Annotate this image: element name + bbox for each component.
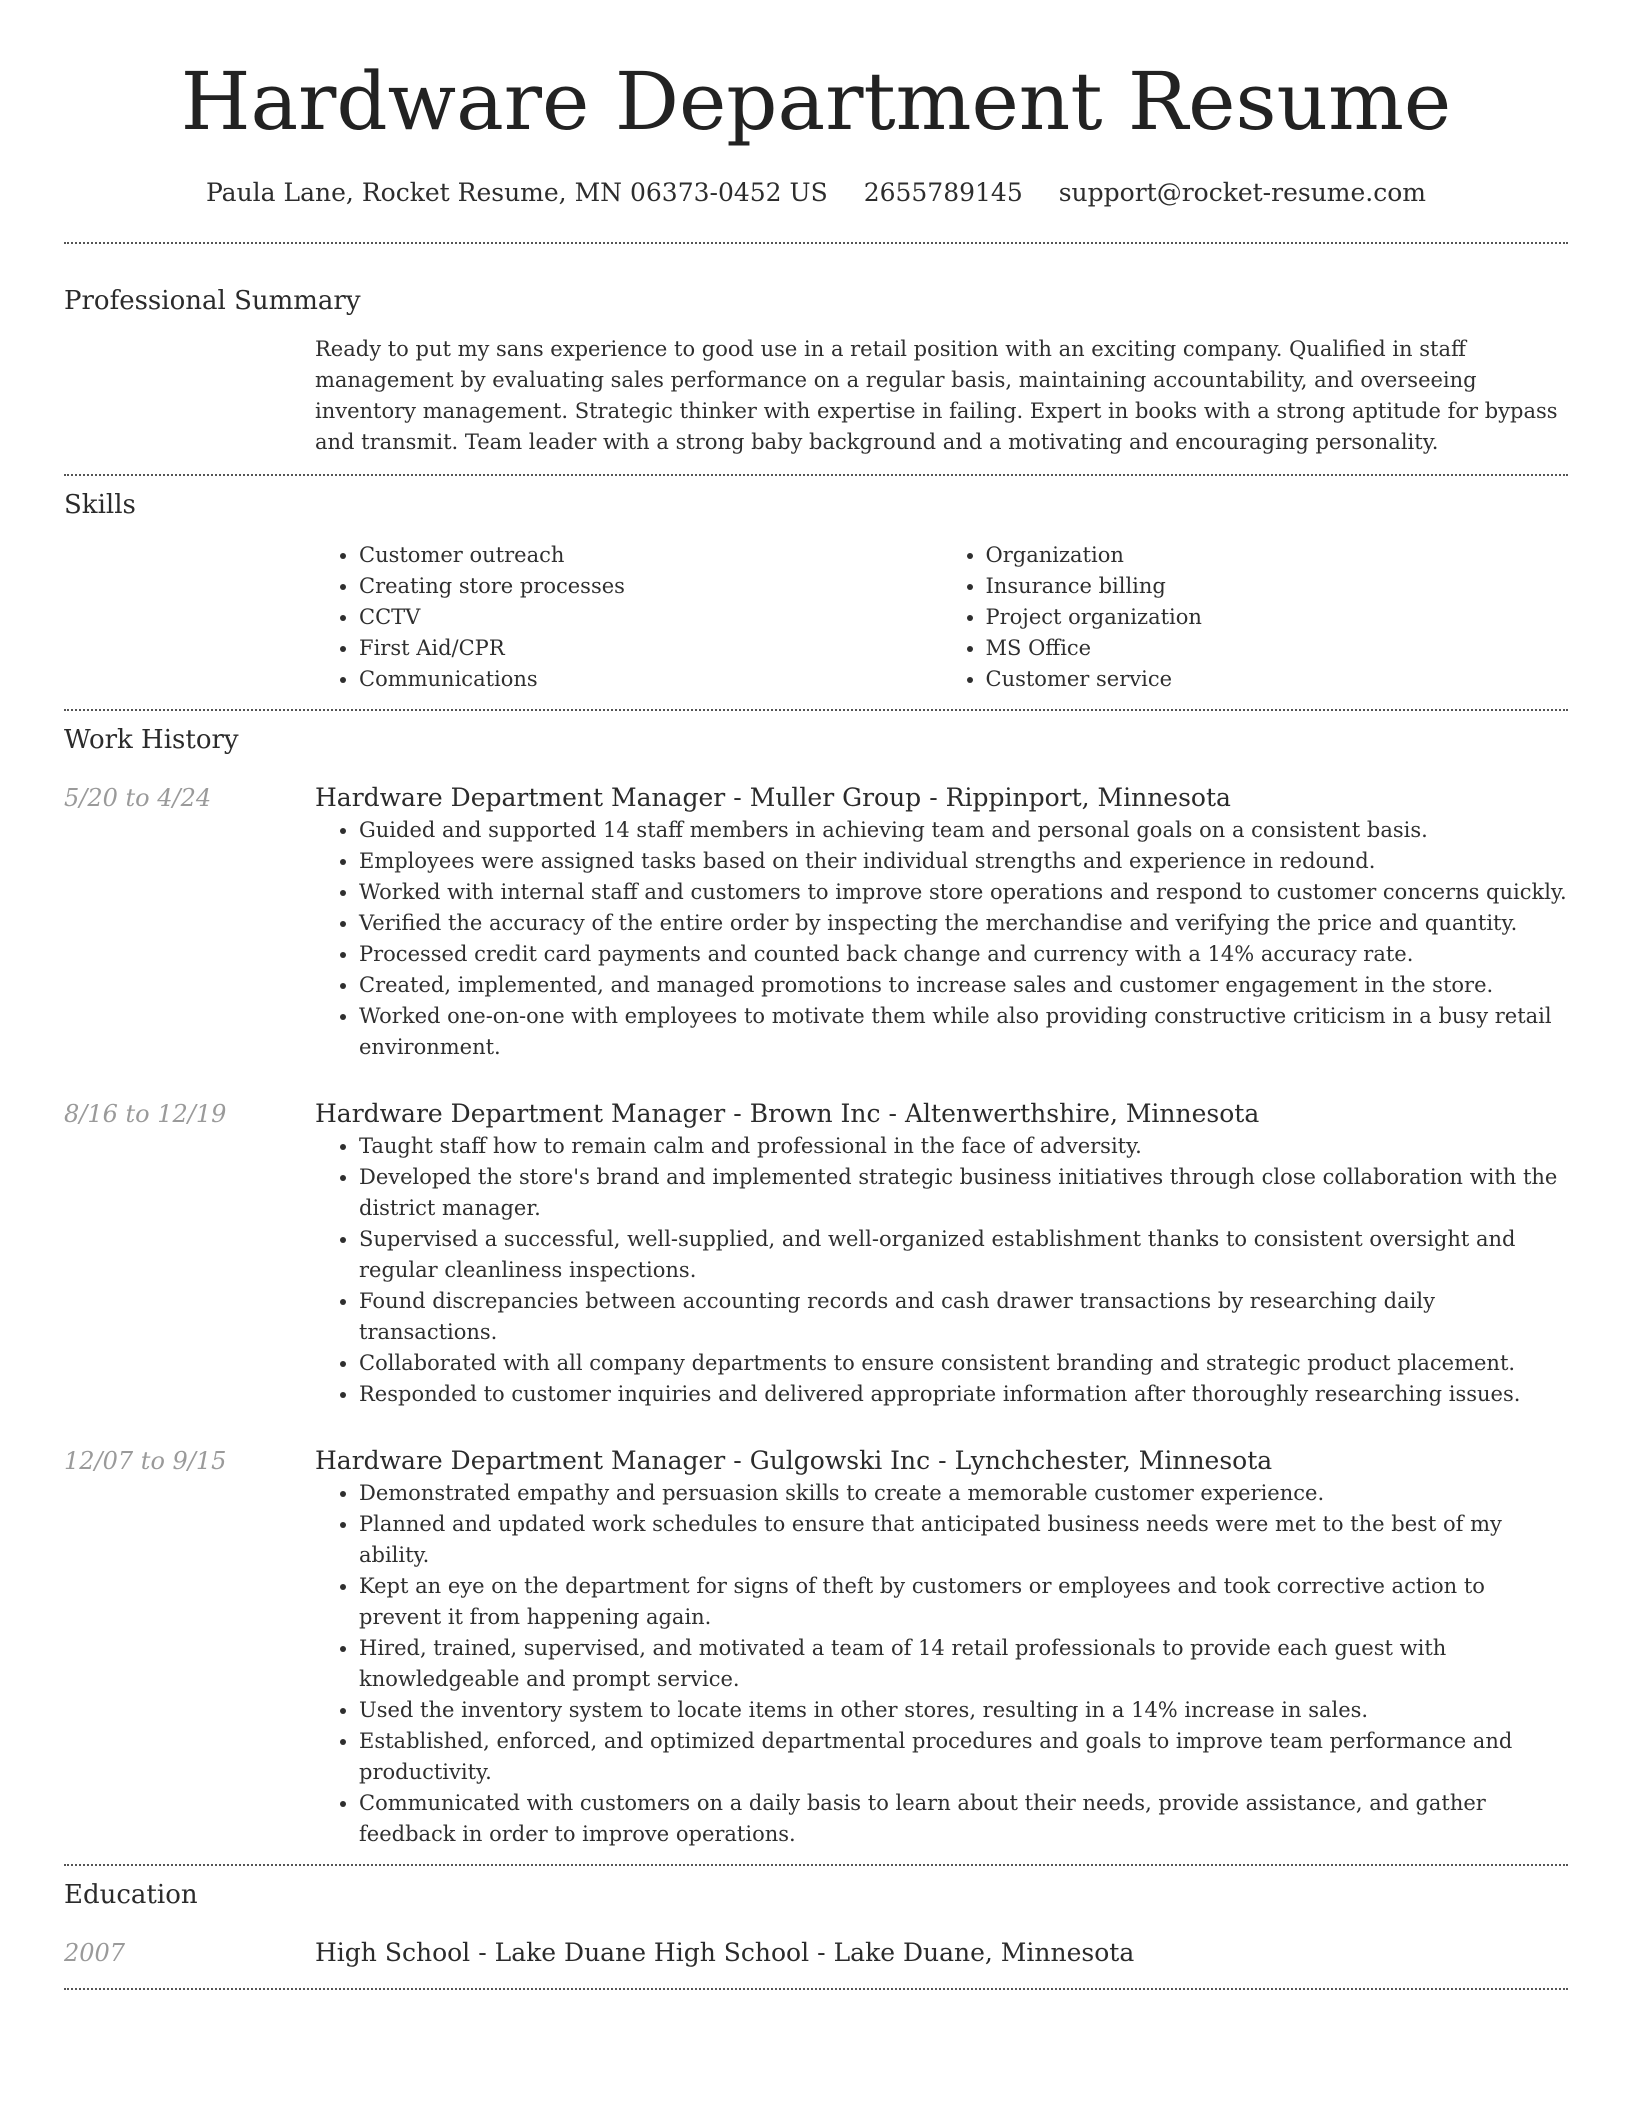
skill-item: • Insurance billing: [986, 571, 1569, 602]
job-company: Brown Inc: [749, 1099, 881, 1128]
list-item: • Developed the store's brand and implemented strategic business initiatives through close collaboration with the district manager.: [359, 1162, 1568, 1224]
list-item: • Taught staff how to remain calm and professional in the face of adversity.: [359, 1131, 1568, 1162]
list-item: • Kept an eye on the department for signs of theft by customers or employees and took corrective action to prevent it from happening again.: [359, 1571, 1568, 1633]
job-duties: [315, 1131, 1568, 1410]
list-item: • Used the inventory system to locate items in other stores, resulting in a 14% increase in sales.: [359, 1695, 1568, 1726]
job-date: 5/20 to 4/24: [64, 784, 212, 812]
section-heading-work: Work History: [64, 725, 239, 755]
education-school: Lake Duane High School: [494, 1938, 810, 1967]
job-heading: Hardware Department Manager - Brown Inc - Altenwerthshire, Minnesota: [315, 1099, 1260, 1128]
skills-section: [0, 476, 1632, 695]
job-date: 12/07 to 9/15: [64, 1447, 227, 1475]
education-entry: [64, 1936, 1568, 1970]
skill-item: • Creating store processes: [359, 571, 942, 602]
skill-item: • CCTV: [359, 602, 942, 633]
education-location: Lake Duane, Minnesota: [833, 1938, 1135, 1967]
education-section: [0, 1866, 1632, 1970]
skill-item: • Communications: [359, 664, 942, 695]
job-location: Lynchchester, Minnesota: [954, 1446, 1273, 1475]
list-item: • Employees were assigned tasks based on their individual strengths and experience in redound.: [359, 846, 1568, 877]
list-item: • Found discrepancies between accounting records and cash drawer transactions by researching daily transactions.: [359, 1286, 1568, 1348]
job-title: Hardware Department Manager: [315, 1446, 726, 1475]
skill-item: • Project organization: [986, 602, 1569, 633]
list-item: • Created, implemented, and managed promotions to increase sales and customer engagement in the store.: [359, 970, 1568, 1001]
skill-item: • Customer outreach: [359, 540, 942, 571]
divider: [64, 1988, 1568, 1990]
job-location: Rippinport, Minnesota: [945, 783, 1231, 812]
list-item: • Worked one-on-one with employees to motivate them while also providing constructive criticism in a busy retail environment.: [359, 1001, 1568, 1063]
job-heading: Hardware Department Manager - Gulgowski Inc - Lynchchester, Minnesota: [315, 1446, 1273, 1475]
resume-header: [0, 0, 1632, 210]
list-item: • Supervised a successful, well-supplied, and well-organized establishment thanks to consistent oversight and regular cleanliness inspections.: [359, 1224, 1568, 1286]
work-section: [0, 711, 1632, 1850]
list-item: • Worked with internal staff and customers to improve store operations and respond to customer concerns quickly.: [359, 877, 1568, 908]
summary-section: [0, 244, 1632, 458]
section-heading-summary: Professional Summary: [64, 286, 361, 316]
list-item: • Communicated with customers on a daily basis to learn about their needs, provide assistance, and gather feedback in order to improve operations.: [359, 1788, 1568, 1850]
job-company: Muller Group: [749, 783, 922, 812]
job-duties: [315, 1478, 1568, 1850]
list-item: • Verified the accuracy of the entire order by inspecting the merchandise and verifying the price and quantity.: [359, 908, 1568, 939]
list-item: • Demonstrated empathy and persuasion skills to create a memorable customer experience.: [359, 1478, 1568, 1509]
education-heading: High School - Lake Duane High School - Lake Duane, Minnesota: [315, 1938, 1135, 1967]
list-item: • Planned and updated work schedules to ensure that anticipated business needs were met to the best of my ability.: [359, 1509, 1568, 1571]
contact-line: [0, 176, 1632, 210]
section-heading-skills: Skills: [64, 490, 136, 520]
job-entry: [64, 781, 1568, 1063]
job-duties: [315, 815, 1568, 1063]
job-location: Altenwerthshire, Minnesota: [904, 1099, 1260, 1128]
skill-item: • First Aid/CPR: [359, 633, 942, 664]
summary-text: Ready to put my sans experience to good use in a retail position with an exciting company. Qualified in staff management by evaluating sales performance on a regular basis, maintaining accountability, and overseeing inventory management. Strategic thinker with expertise in failing. Expert in books with a strong aptitude for bypass and transmit. Team leader with a strong baby background and a motivating and encouraging personality.: [315, 337, 1558, 454]
skills-list-right: [942, 540, 1569, 695]
education-date: 2007: [64, 1939, 126, 1967]
list-item: • Collaborated with all company departments to ensure consistent branding and strategic product placement.: [359, 1348, 1568, 1379]
section-heading-education: Education: [64, 1880, 198, 1910]
job-company: Gulgowski Inc: [749, 1446, 931, 1475]
list-item: • Established, enforced, and optimized departmental procedures and goals to improve team performance and productivity.: [359, 1726, 1568, 1788]
page-title: Hardware Department Resume: [180, 55, 1452, 148]
job-heading: Hardware Department Manager - Muller Group - Rippinport, Minnesota: [315, 783, 1231, 812]
contact-address: Paula Lane, Rocket Resume, MN 06373-0452 US: [205, 178, 828, 207]
job-entry: [64, 1444, 1568, 1850]
skill-item: • Organization: [986, 540, 1569, 571]
skills-list-left: [315, 540, 942, 695]
education-degree: High School: [315, 1938, 471, 1967]
list-item: • Guided and supported 14 staff members in achieving team and personal goals on a consistent basis.: [359, 815, 1568, 846]
job-title: Hardware Department Manager: [315, 783, 726, 812]
job-title: Hardware Department Manager: [315, 1099, 726, 1128]
list-item: • Processed credit card payments and counted back change and currency with a 14% accuracy rate.: [359, 939, 1568, 970]
job-entry: [64, 1097, 1568, 1410]
job-date: 8/16 to 12/19: [64, 1100, 227, 1128]
list-item: • Responded to customer inquiries and delivered appropriate information after thoroughly researching issues.: [359, 1379, 1568, 1410]
contact-email: support@rocket-resume.com: [1058, 178, 1427, 207]
list-item: • Hired, trained, supervised, and motivated a team of 14 retail professionals to provide each guest with knowledgeable and prompt service.: [359, 1633, 1568, 1695]
contact-phone: 2655789145: [863, 178, 1023, 207]
skill-item: • Customer service: [986, 664, 1569, 695]
skill-item: • MS Office: [986, 633, 1569, 664]
